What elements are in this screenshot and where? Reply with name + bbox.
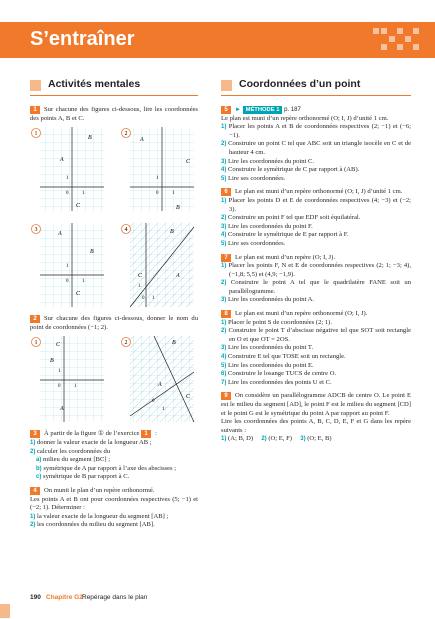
svg-text:1: 1 bbox=[82, 279, 85, 285]
figure-2-grid bbox=[122, 336, 195, 422]
exercise-6 bbox=[221, 188, 411, 248]
svg-text:1: 1 bbox=[58, 369, 61, 375]
svg-text:0: 0 bbox=[66, 191, 69, 197]
exercise-text: Les points A et B ont pour coordonnées respectives (5; −1) et (−2; 1). Déterminer : bbox=[30, 495, 198, 512]
section-header-coordonnees bbox=[221, 78, 411, 96]
list-item: 4) Construire le symétrique de E par rapport à F. bbox=[221, 231, 349, 239]
svg-text:0: 0 bbox=[156, 191, 159, 197]
list-item: c) symétrique de B par rapport à C. bbox=[36, 473, 130, 481]
list-item: 1) Placer les points A et B de coordonnées respectives (2; −1) et (−6; −1). bbox=[221, 123, 411, 139]
figure-1-grid bbox=[32, 336, 105, 422]
left-column bbox=[30, 78, 198, 530]
list-item: 5) Lire ses coordonnées. bbox=[221, 239, 286, 247]
list-item: 1) Placer les points D et E de coordonnées respectives (4; −3) et (−2; 3). bbox=[221, 196, 411, 213]
exercise-8 bbox=[221, 310, 411, 387]
list-item: 7) Lire les coordonnées des points U et C. bbox=[221, 378, 332, 386]
svg-text:1: 1 bbox=[152, 296, 155, 302]
svg-text:1: 1 bbox=[74, 384, 77, 390]
list-item: a) milieu du segment [BC] ; bbox=[36, 456, 111, 464]
svg-text:C: C bbox=[56, 342, 61, 349]
list-item: 3) Lire les coordonnées du point F. bbox=[221, 222, 313, 230]
svg-text:2: 2 bbox=[124, 340, 128, 347]
coordinate-grids-ex2 bbox=[30, 336, 198, 424]
exercise-5 bbox=[221, 106, 411, 183]
list-item: 2) Construire un point F tel que EDF soit équilatéral. bbox=[221, 214, 361, 222]
svg-text:0: 0 bbox=[66, 279, 69, 285]
svg-text:0: 0 bbox=[152, 399, 155, 405]
list-item: 4) Construire E tel que TOSE soit un rectangle. bbox=[221, 353, 346, 361]
exercise-ref: 1 bbox=[141, 430, 151, 438]
chapter-title: Repérage dans le plan bbox=[82, 594, 148, 601]
svg-text:1: 1 bbox=[34, 340, 38, 347]
exercise-intro: Le plan est muni d’un repère orthonormé (O; I, J). bbox=[235, 310, 368, 318]
svg-text:A: A bbox=[140, 137, 144, 144]
exercise-text: Sur chacune des figures ci-dessous, donner le nom du point de coordonnées (−1; 2). bbox=[30, 315, 198, 331]
exercise-intro: Le plan est muni d’un repère orthonormé (O; I, J) d’unité 1 cm. bbox=[221, 114, 389, 122]
exercise-9 bbox=[221, 392, 411, 444]
svg-text:B: B bbox=[50, 358, 54, 365]
svg-text:2: 2 bbox=[124, 131, 128, 138]
svg-text:1: 1 bbox=[66, 264, 69, 270]
exercise-text: Lire les coordonnées des points A, B, C, D, E, F et G dans les repère suivants : bbox=[221, 418, 411, 434]
svg-text:C: C bbox=[76, 203, 81, 210]
list-item: b) symétrique de A par rapport à l’axe des abscisses ; bbox=[36, 464, 177, 472]
exercise-number: 8 bbox=[221, 310, 231, 318]
svg-text:1: 1 bbox=[34, 131, 38, 138]
exercise-2-figures bbox=[30, 336, 198, 424]
page-title: S’entraîner bbox=[30, 28, 135, 50]
arrow-icon: ► bbox=[235, 107, 241, 113]
svg-text:A: A bbox=[176, 273, 180, 280]
exercise-1 bbox=[30, 106, 198, 123]
svg-text:B: B bbox=[90, 249, 94, 256]
svg-text:A: A bbox=[60, 157, 64, 164]
exercise-1-figures bbox=[30, 127, 198, 309]
list-item: 2) calculer les coordonnées du bbox=[30, 447, 111, 455]
exercise-number: 2 bbox=[30, 315, 40, 323]
choice-row: 1) (A; B, D) 2) (O; E, F) 3) (O; E, B) bbox=[221, 435, 332, 443]
exercise-intro: À partir de la figure ① de l’exercice bbox=[44, 430, 140, 438]
svg-text:1: 1 bbox=[82, 191, 85, 197]
coordinate-grids-ex1 bbox=[30, 127, 198, 309]
exercise-intro: Le plan est muni d’un repère orthonormé (O; I, J) d’unité 1 cm. bbox=[235, 188, 403, 196]
list-item: 1) Placer les points F, N et E de coordonnées respectives (2; 1; −3; 4), (−1,8; 5,5) et (4,9; −1,9). bbox=[221, 262, 412, 278]
exercise-number: 4 bbox=[30, 487, 40, 495]
svg-text:4: 4 bbox=[124, 227, 128, 234]
exercise-number: 3 bbox=[30, 430, 40, 438]
svg-text:B: B bbox=[88, 135, 92, 142]
exercise-number: 6 bbox=[221, 188, 231, 196]
exercise-number: 9 bbox=[221, 392, 231, 400]
svg-text:A: A bbox=[158, 382, 162, 389]
exercise-3: 3 À partir de la figure ① de l’exercice 1 : 1) donner la valeur exacte de la longueur AB ; 2) calculer les coordonnées du a) milieu du segment [BC] ; b) symétrique de A par rapport à l’axe des abscisses ; c) symétrique de B par rapport à C. bbox=[30, 430, 198, 482]
svg-text:1: 1 bbox=[162, 407, 165, 413]
exercise-7 bbox=[221, 254, 411, 306]
chapter-label: Chapitre G2 bbox=[46, 594, 83, 601]
svg-text:A: A bbox=[60, 406, 64, 413]
figure-2-grid bbox=[122, 127, 195, 211]
list-item: 5) Lire ses coordonnées. bbox=[221, 174, 286, 182]
figure-4-grid bbox=[122, 223, 195, 307]
svg-text:3: 3 bbox=[34, 227, 38, 234]
section-title: Coordonnées d’un point bbox=[239, 78, 361, 90]
list-item: 3) Lire les coordonnées du point C. bbox=[221, 157, 315, 165]
top-banner bbox=[0, 22, 435, 58]
list-item: 3) Lire les coordonnées du point A. bbox=[221, 296, 315, 304]
list-item: 2) les coordonnées du milieu du segment [AB]. bbox=[30, 521, 155, 529]
exercise-4 bbox=[30, 487, 198, 530]
figure-1-grid bbox=[32, 127, 105, 211]
page-ref: p. 187 bbox=[284, 107, 301, 113]
exercise-intro: On munit le plan d’un repère orthonormé. bbox=[44, 486, 155, 494]
svg-text:B: B bbox=[170, 229, 174, 236]
svg-text:B: B bbox=[176, 205, 180, 212]
svg-text:0: 0 bbox=[58, 384, 61, 390]
list-item: 2) Construire le point A tel que le quadrilatère FANE soit un parallélogramme. bbox=[221, 279, 411, 295]
exercise-2 bbox=[30, 315, 198, 332]
svg-text:1: 1 bbox=[172, 191, 175, 197]
methode-link[interactable]: MÉTHODE 1 bbox=[243, 106, 283, 114]
decorative-squares bbox=[373, 24, 423, 56]
list-item: 1) Placer le point S de coordonnées (2; 1). bbox=[221, 318, 333, 326]
page-tab bbox=[0, 604, 10, 618]
section-title: Activités mentales bbox=[48, 78, 141, 90]
page-number: 190 bbox=[30, 594, 41, 601]
figure-3-grid bbox=[32, 223, 105, 307]
exercise-number: 1 bbox=[30, 106, 40, 114]
svg-text:1: 1 bbox=[138, 284, 141, 290]
section-header-activites bbox=[30, 78, 198, 96]
svg-text:0: 0 bbox=[142, 296, 145, 302]
list-item: 4) Construire le symétrique de C par rapport à (AB). bbox=[221, 166, 360, 174]
exercise-number: 5 bbox=[221, 106, 231, 114]
list-item: 3) Lire les coordonnées du point T. bbox=[221, 344, 314, 352]
exercise-text: On considère un parallélogramme ADCB de centre O. Le point E est le milieu du segment [AD], le point F est le milieu du segment [CD] et le point G est le symétrique du point A par rapport au point F. bbox=[221, 392, 411, 417]
list-item: 1) la valeur exacte de la longueur du segment [AB] ; bbox=[30, 512, 169, 520]
exercise-text: Sur chacune des figures ci-dessous, lire les coordonnées des points A, B et C. bbox=[30, 106, 198, 122]
list-item: 2) Construire un point C tel que ABC soit un triangle isocèle en C et de hauteur 4 cm. bbox=[221, 140, 412, 156]
list-item: 5) Lire les coordonnées du point E. bbox=[221, 361, 314, 369]
svg-text:C: C bbox=[138, 273, 143, 280]
svg-text:C: C bbox=[76, 291, 81, 298]
list-item: 6) Construire le losange TUCS de centre O. bbox=[221, 370, 337, 378]
right-column bbox=[221, 78, 411, 444]
svg-text:1: 1 bbox=[66, 176, 69, 182]
list-item: 1) donner la valeur exacte de la longueur AB ; bbox=[30, 438, 152, 446]
svg-text:C: C bbox=[186, 394, 191, 401]
svg-text:1: 1 bbox=[156, 176, 159, 182]
svg-text:C: C bbox=[186, 159, 191, 166]
svg-text:A: A bbox=[58, 231, 62, 238]
svg-text:B: B bbox=[172, 340, 176, 347]
exercise-intro: Le plan est muni d’un repère (O; I, J). bbox=[235, 253, 335, 261]
list-item: 2) Construire le point T d’abscisse négative tel que SOT soit rectangle en O et que OT = 2OS. bbox=[221, 327, 411, 343]
exercise-number: 7 bbox=[221, 254, 231, 262]
page-footer bbox=[0, 592, 435, 606]
